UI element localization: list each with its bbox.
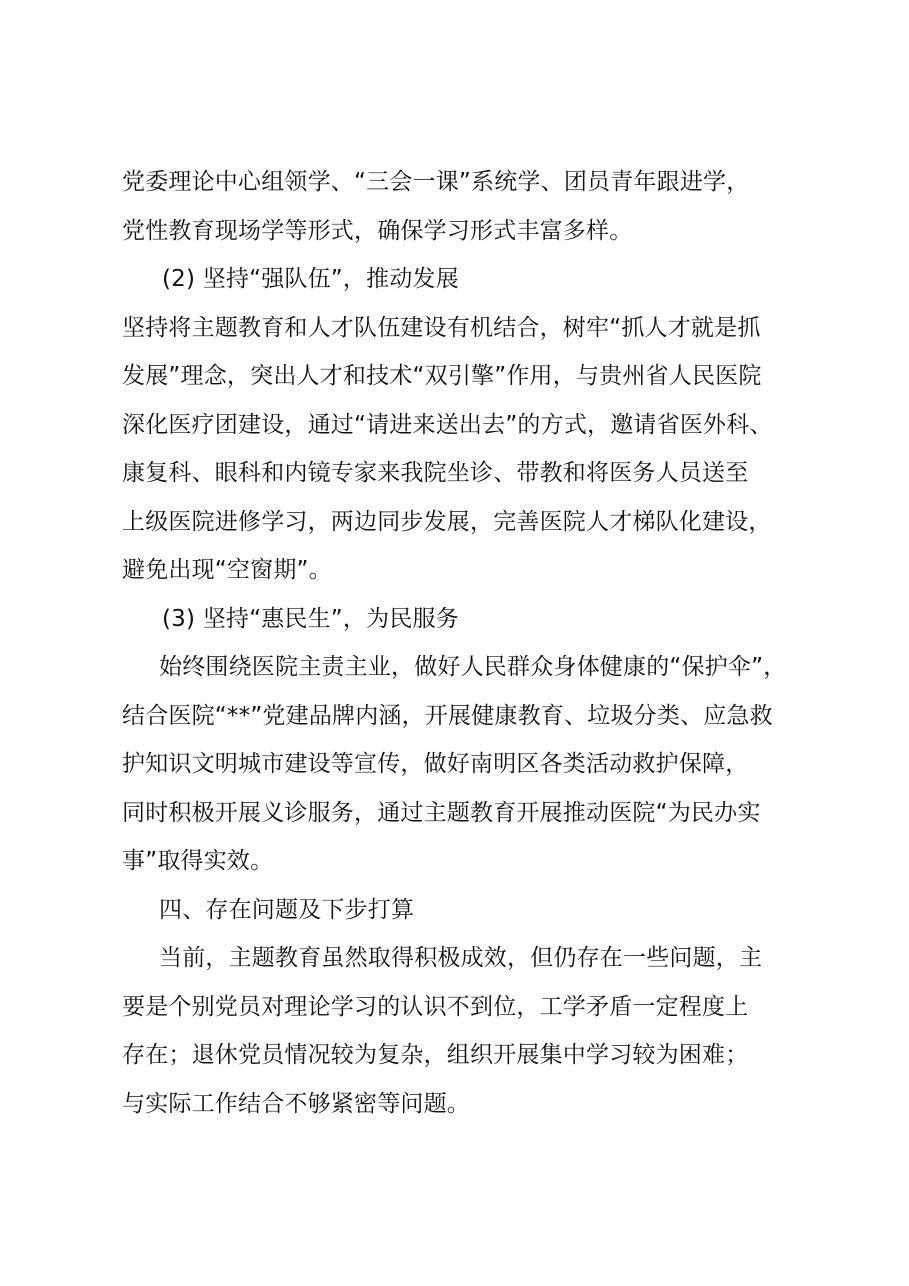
paragraph-line: 党性教育现场学等形式，确保学习形式丰富多样。 (122, 217, 633, 244)
paragraph-line: 护知识文明城市建设等宣传，做好南明区各类活动救护保障， (122, 751, 749, 777)
section-heading-3: (3) 坚持“惠民生”，为民服务 (162, 605, 459, 632)
paragraph-line: 坚持将主题教育和人才队伍建设有机结合，树牢“抓人才就是抓 (122, 314, 761, 341)
section-heading-2: (2) 坚持“强队伍”，推动发展 (162, 266, 459, 292)
paragraph-line: 始终围绕医院主责主业，做好人民群众身体健康的“保护伞”， (159, 654, 787, 680)
paragraph-line: 避免出现“空窗期”。 (122, 557, 332, 583)
paragraph-line: 事”取得实效。 (122, 848, 274, 874)
section-heading-4: 四、存在问题及下步打算 (159, 896, 415, 923)
paragraph-line: 要是个别党员对理论学习的认识不到位，工学矛盾一定程度上 (122, 993, 749, 1020)
paragraph-line: 与实际工作结合不够紧密等问题。 (122, 1090, 470, 1117)
paragraph-line: 发展”理念，突出人才和技术“双引擎”作用，与贵州省人民医院 (122, 363, 762, 389)
paragraph-line: 深化医疗团建设，通过“请进来送出去”的方式，邀请省医外科、 (122, 411, 773, 438)
paragraph-line: 结合医院“**”党建品牌内涵，开展健康教育、垃圾分类、应急救 (122, 702, 773, 729)
document-body (122, 158, 822, 1128)
paragraph-line: 上级医院进修学习，两边同步发展，完善医院人才梯队化建设， (122, 508, 772, 535)
paragraph-line: 党委理论中心组领学、“三会一课”系统学、团员青年跟进学， (122, 169, 750, 195)
paragraph-line: 康复科、眼科和内镜专家来我院坐诊、带教和将医务人员送至 (122, 460, 749, 486)
paragraph-line: 同时积极开展义诊服务，通过主题教育开展推动医院“为民办实 (122, 799, 761, 826)
paragraph-line: 当前，主题教育虽然取得积极成效，但仍存在一些问题，主 (159, 945, 763, 971)
paragraph-line: 存在；退休党员情况较为复杂，组织开展集中学习较为困难； (122, 1042, 749, 1068)
